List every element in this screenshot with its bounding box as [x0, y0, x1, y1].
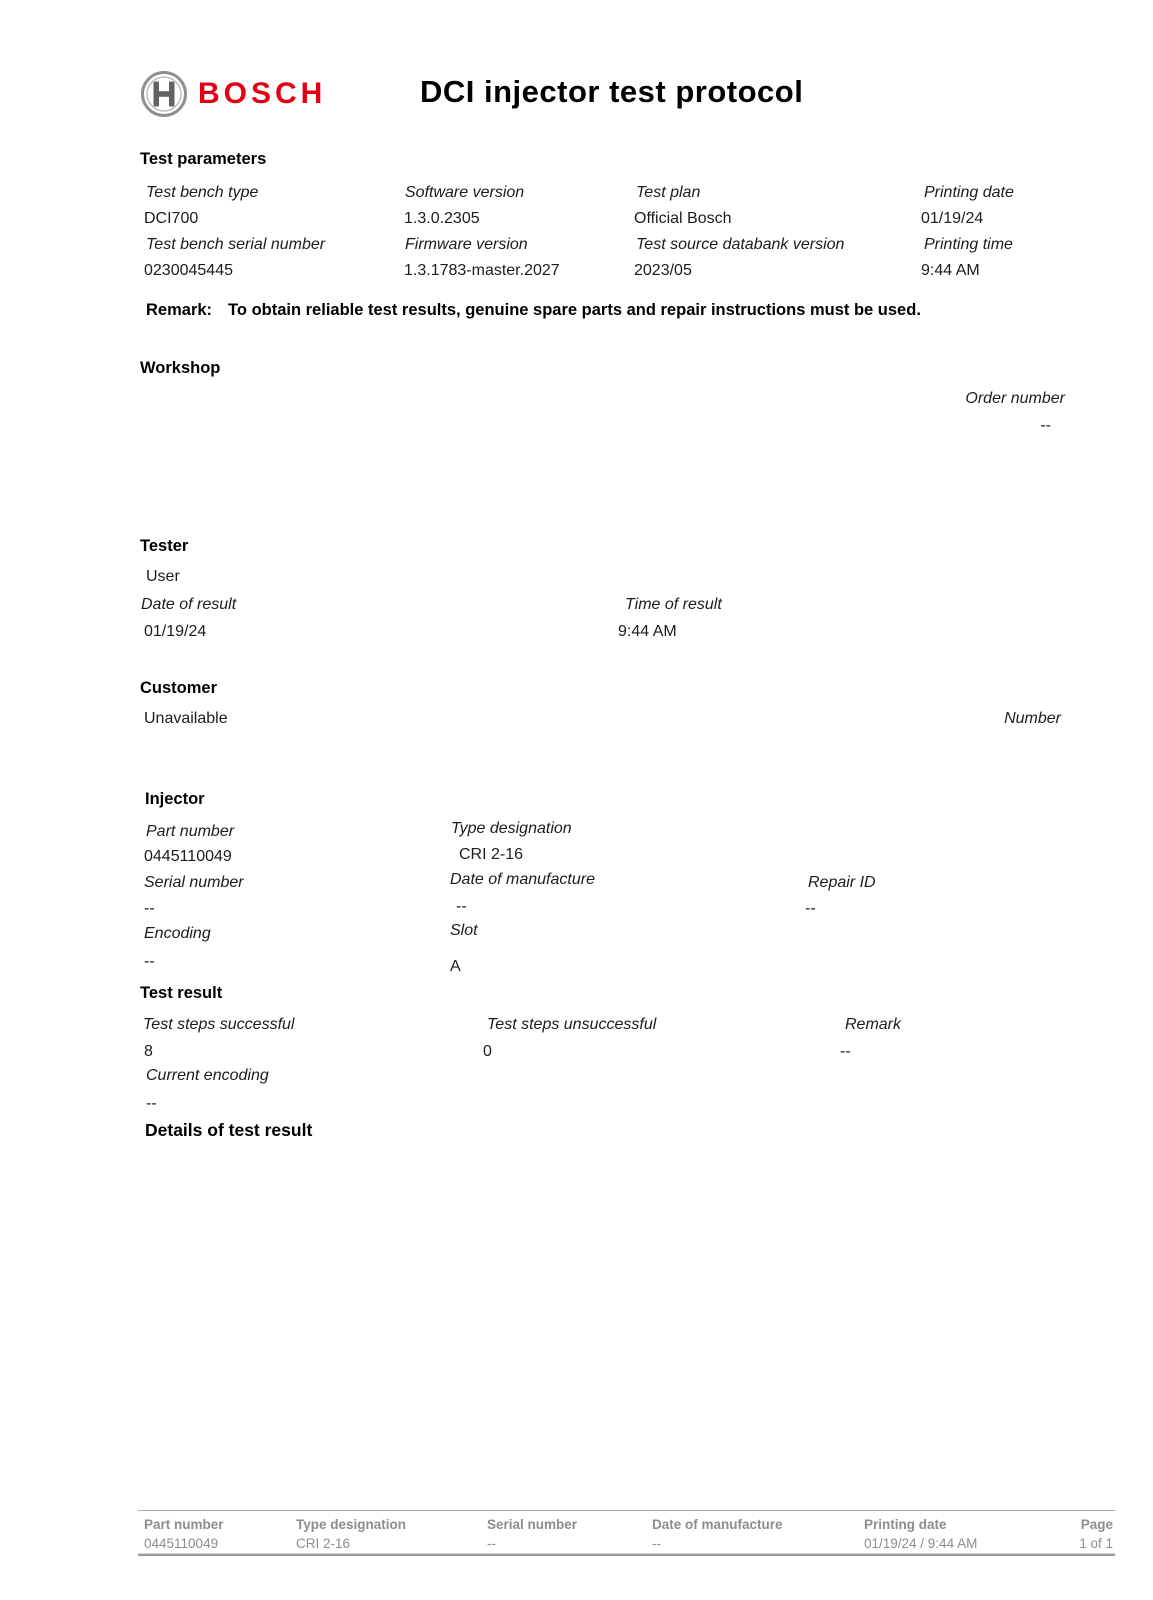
- field-label-serial-number: Serial number: [144, 874, 244, 891]
- section-heading-test-parameters: Test parameters: [140, 150, 267, 168]
- field-value-date-of-manufacture: --: [456, 898, 467, 915]
- field-value-firmware-version: 1.3.1783-master.2027: [404, 262, 560, 279]
- field-label-test-steps-unsuccessful: Test steps unsuccessful: [487, 1016, 657, 1033]
- field-label-test-result-remark: Remark: [845, 1016, 902, 1033]
- field-value-part-number: 0445110049: [144, 848, 232, 865]
- field-value-time-of-result: 9:44 AM: [618, 623, 677, 640]
- section-heading-details-of-test-result: Details of test result: [145, 1120, 313, 1140]
- footer-value-serial-number: --: [487, 1536, 496, 1551]
- footer-top-rule: [138, 1510, 1115, 1511]
- field-label-firmware-version: Firmware version: [405, 236, 528, 253]
- bosch-armature-icon: [140, 70, 188, 118]
- field-value-software-version: 1.3.0.2305: [404, 210, 480, 227]
- footer-col-type-designation: Type designation: [296, 1517, 407, 1532]
- section-heading-tester: Tester: [140, 537, 189, 555]
- field-label-test-bench-serial-number: Test bench serial number: [146, 236, 326, 253]
- field-label-printing-date: Printing date: [924, 184, 1014, 201]
- field-label-test-steps-successful: Test steps successful: [143, 1016, 295, 1033]
- field-value-type-designation: CRI 2-16: [459, 846, 524, 863]
- field-value-date-of-result: 01/19/24: [144, 623, 207, 640]
- remark-text: To obtain reliable test results, genuine spare parts and repair instructions must be used.: [228, 301, 921, 319]
- field-value-serial-number: --: [144, 900, 155, 917]
- field-label-printing-time: Printing time: [924, 236, 1013, 253]
- field-value-slot: A: [450, 958, 461, 975]
- footer-value-type-designation: CRI 2-16: [296, 1536, 351, 1551]
- field-label-date-of-manufacture: Date of manufacture: [450, 871, 595, 888]
- footer-col-printing-date: Printing date: [864, 1517, 947, 1532]
- field-label-test-bench-type: Test bench type: [146, 184, 259, 201]
- field-value-tester-name: User: [146, 568, 180, 585]
- field-value-customer-name: Unavailable: [144, 710, 228, 727]
- footer-value-printing-date: 01/19/24 / 9:44 AM: [864, 1536, 978, 1551]
- field-value-repair-id: --: [805, 900, 816, 917]
- field-label-part-number: Part number: [146, 823, 235, 840]
- footer-col-part-number: Part number: [144, 1517, 224, 1532]
- remark-line: [146, 301, 921, 320]
- field-label-order-number: Order number: [965, 390, 1065, 407]
- field-value-encoding: --: [144, 953, 155, 970]
- page-title: DCI injector test protocol: [420, 74, 804, 109]
- field-label-test-source-databank-version: Test source databank version: [636, 236, 845, 253]
- field-label-slot: Slot: [450, 922, 478, 939]
- field-label-encoding: Encoding: [144, 925, 211, 942]
- footer-bottom-rule: [138, 1553, 1115, 1556]
- field-value-current-encoding: --: [146, 1095, 157, 1112]
- field-label-repair-id: Repair ID: [808, 874, 876, 891]
- footer-col-serial-number: Serial number: [487, 1517, 578, 1532]
- field-label-type-designation: Type designation: [451, 820, 572, 837]
- field-value-printing-time: 9:44 AM: [921, 262, 980, 279]
- field-value-test-source-databank-version: 2023/05: [634, 262, 692, 279]
- field-value-test-steps-successful: 8: [144, 1043, 153, 1060]
- field-value-order-number: --: [1040, 417, 1051, 434]
- footer-col-page: Page: [1080, 1517, 1113, 1532]
- footer-value-part-number: 0445110049: [144, 1536, 219, 1551]
- brand-logo-text: BOSCH: [198, 77, 327, 110]
- field-value-test-bench-type: DCI700: [144, 210, 199, 227]
- field-label-time-of-result: Time of result: [625, 596, 722, 613]
- field-label-customer-number: Number: [1004, 710, 1061, 727]
- field-value-test-bench-serial-number: 0230045445: [144, 262, 233, 279]
- field-label-software-version: Software version: [405, 184, 525, 201]
- section-heading-workshop: Workshop: [140, 359, 221, 377]
- section-heading-test-result: Test result: [140, 984, 223, 1002]
- field-value-test-steps-unsuccessful: 0: [483, 1043, 492, 1060]
- footer-col-date-of-manufacture: Date of manufacture: [652, 1517, 783, 1532]
- field-value-printing-date: 01/19/24: [921, 210, 984, 227]
- field-label-current-encoding: Current encoding: [146, 1067, 269, 1084]
- field-value-test-result-remark: --: [840, 1043, 851, 1060]
- field-label-date-of-result: Date of result: [141, 596, 237, 613]
- footer-value-page: 1 of 1: [1079, 1536, 1113, 1551]
- footer: [138, 1505, 1115, 1565]
- field-value-test-plan: Official Bosch: [634, 210, 732, 227]
- section-heading-injector: Injector: [145, 790, 205, 808]
- footer-value-date-of-manufacture: --: [652, 1536, 661, 1551]
- field-label-test-plan: Test plan: [636, 184, 701, 201]
- remark-label: Remark:: [146, 301, 213, 319]
- section-heading-customer: Customer: [140, 679, 218, 697]
